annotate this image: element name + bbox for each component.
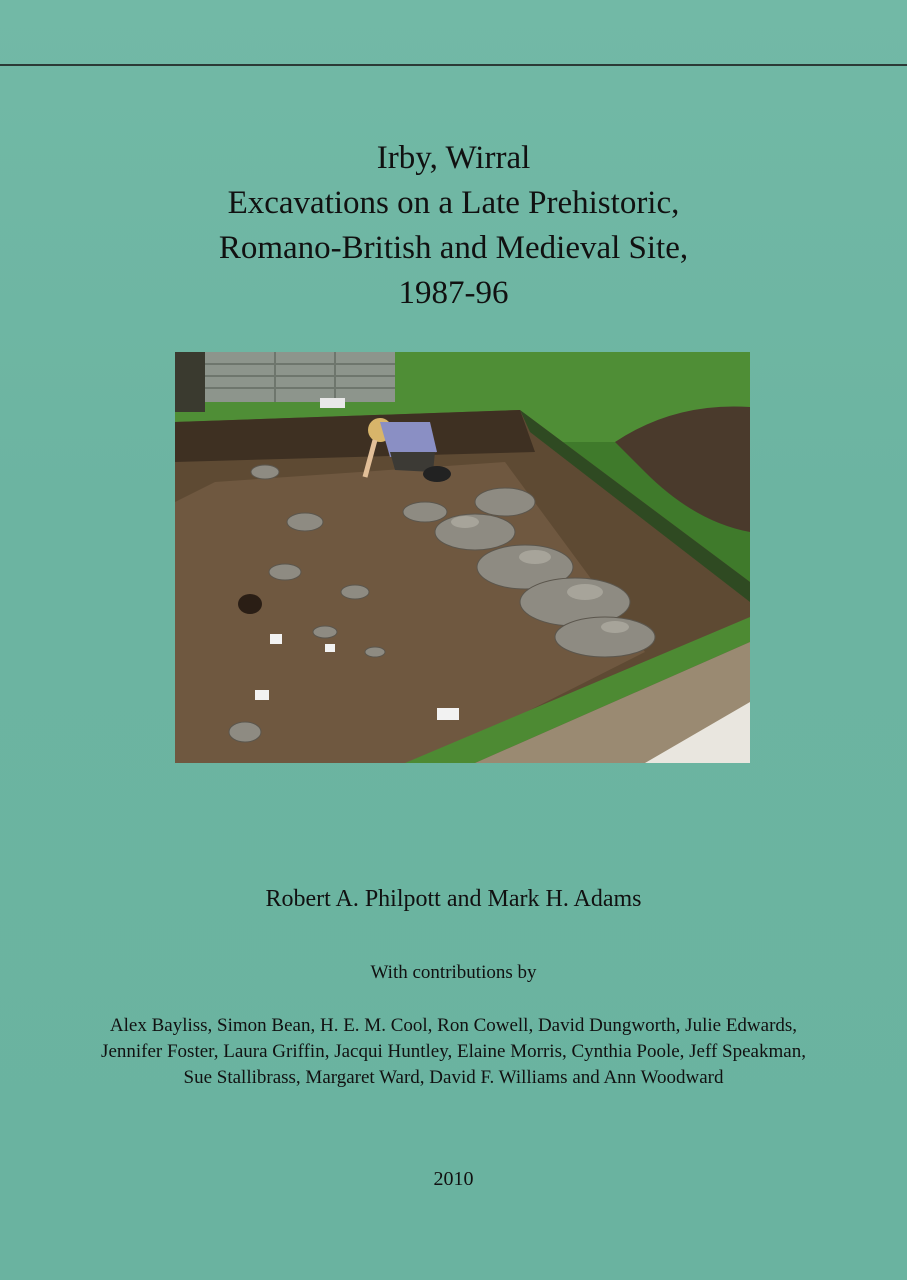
contributions-heading: With contributions by (370, 962, 537, 983)
title-line: Excavations on a Late Prehistoric, (227, 185, 680, 221)
title-line: Irby, Wirral (376, 140, 531, 176)
title-line: 1987-96 (398, 275, 509, 311)
publication-year: 2010 (433, 1168, 474, 1190)
excavation-photo (175, 352, 750, 763)
title-line: Romano-British and Medieval Site, (218, 230, 689, 266)
contributors-line: Jennifer Foster, Laura Griffin, Jacqui Huntley, Elaine Morris, Cynthia Poole, Jeff Speakman, (101, 1041, 806, 1062)
top-rule (0, 64, 907, 66)
contributors-list (30, 1013, 877, 1091)
contributors-line: Alex Bayliss, Simon Bean, H. E. M. Cool, Ron Cowell, David Dungworth, Julie Edwards, (109, 1015, 798, 1036)
authors: Robert A. Philpott and Mark H. Adams (265, 886, 642, 912)
book-title (0, 136, 907, 316)
contributors-line: Sue Stallibrass, Margaret Ward, David F. Williams and Ann Woodward (183, 1067, 724, 1088)
